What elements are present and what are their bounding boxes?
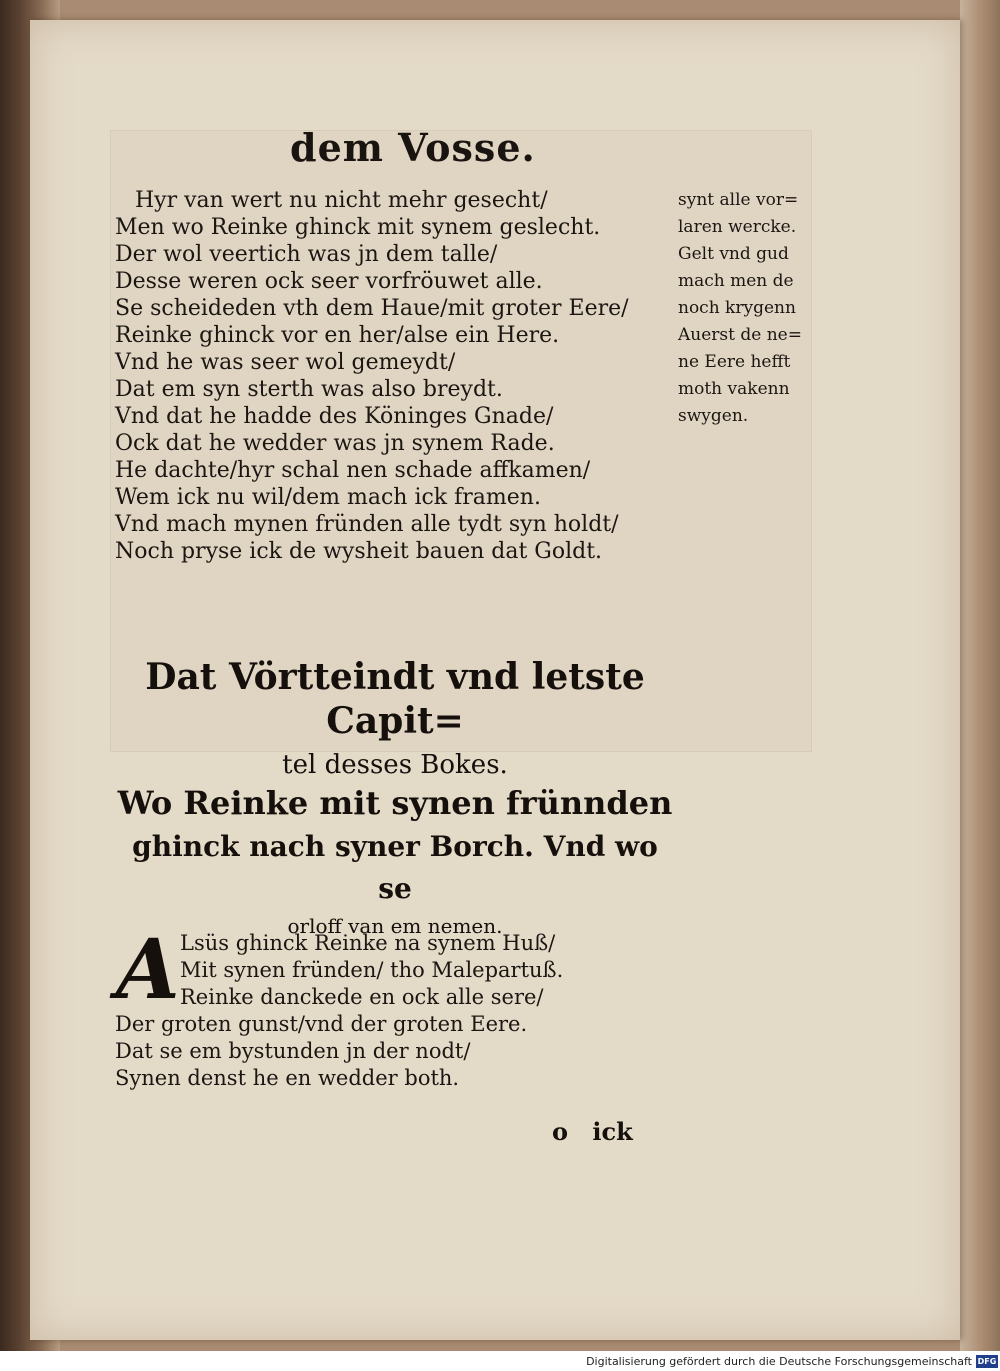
gloss-line: mach men de <box>678 271 794 291</box>
verse-line: Noch pryse ick de wysheit bauen dat Goldt. <box>115 539 603 564</box>
verse-line: Dat se em bystunden jn der nodt/ <box>115 1039 471 1063</box>
verse-line: Reinke danckede en ock alle sere/ <box>180 985 544 1009</box>
verse-line: Ock dat he wedder was jn synem Rade. <box>115 431 555 456</box>
verse-line: Men wo Reinke ghinck mit synem geslecht. <box>115 215 601 240</box>
signature-mark: o <box>552 1117 569 1146</box>
gloss-line: ne Eere hefft <box>678 352 791 372</box>
verse-line: Vnd he was seer wol gemeydt/ <box>115 350 456 375</box>
gloss-line: swygen. <box>678 406 749 426</box>
verse-line: Se scheideden vth dem Haue/mit groter Eere/ <box>115 296 629 321</box>
verse-line: Der groten gunst/vnd der groten Eere. <box>115 1012 528 1036</box>
verse-line: Desse weren ock seer vorfröuwet alle. <box>115 269 543 294</box>
verse-line: Vnd dat he hadde des Köninges Gnade/ <box>115 404 554 429</box>
marginal-gloss <box>678 187 802 430</box>
gloss-line: synt alle vor= <box>678 190 799 210</box>
verse-line: Vnd mach mynen fründen alle tydt syn holdt/ <box>115 512 619 537</box>
funding-credit: Digitalisierung gefördert durch die Deutsche Forschungsgemeinschaft <box>586 1355 972 1368</box>
verse-line: Dat em syn sterth was also breydt. <box>115 377 503 402</box>
verse-line: Mit synen fründen/ tho Malepartuß. <box>180 958 564 982</box>
verse-line: Hyr van wert nu nicht mehr gesecht/ <box>135 188 548 213</box>
signature-catchword <box>552 1117 649 1146</box>
summary-line: orloff van em nemen. <box>287 914 503 938</box>
chapter-heading-line: tel desses Bokes. <box>282 750 508 780</box>
verse-line: Reinke ghinck vor en her/alse ein Here. <box>115 323 560 348</box>
chapter-heading-line: Dat Vörtteindt vnd letste Capit= <box>145 656 645 742</box>
catchword: ick <box>592 1117 633 1146</box>
footer-bar <box>0 1351 1000 1371</box>
verse-line: Synen denst he en wedder both. <box>115 1066 460 1090</box>
verse-line: He dachte/hyr schal nen schade affkamen/ <box>115 458 591 483</box>
running-head: dem Vosse. <box>290 125 536 170</box>
drop-cap-initial: A <box>116 922 180 1018</box>
chapter-summary <box>115 780 675 942</box>
page-stack-edge <box>960 0 1000 1371</box>
summary-line: Wo Reinke mit synen frünnden <box>117 784 673 822</box>
gloss-line: laren wercke. <box>678 217 797 237</box>
verse-line: Lsüs ghinck Reinke na synem Huß/ <box>180 931 556 955</box>
verse-line: Wem ick nu wil/dem mach ick framen. <box>115 485 541 510</box>
chapter-heading <box>115 655 675 787</box>
gloss-line: noch krygenn <box>678 298 796 318</box>
gloss-line: Auerst de ne= <box>678 325 802 345</box>
dfg-logo: DFG <box>977 1357 997 1366</box>
gloss-line: Gelt vnd gud <box>678 244 789 264</box>
verse-line: Der wol veertich was jn dem talle/ <box>115 242 498 267</box>
verse-block <box>115 187 629 565</box>
summary-line: ghinck nach syner Borch. Vnd wo se <box>132 830 658 905</box>
gloss-line: moth vakenn <box>678 379 790 399</box>
